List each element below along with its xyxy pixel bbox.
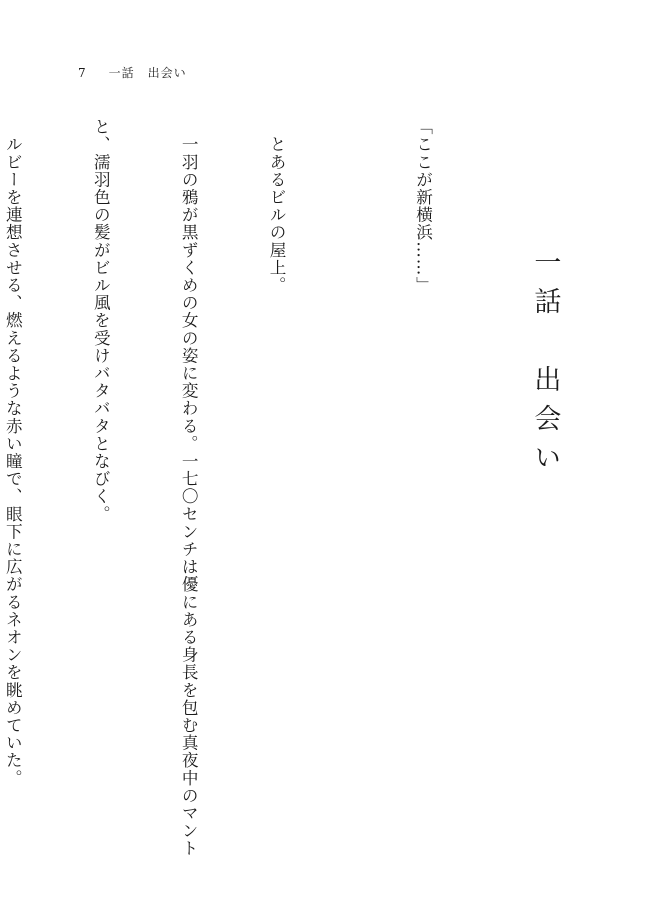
chapter-title: 一話 出会い (529, 248, 561, 482)
vertical-body-text (3, 118, 618, 858)
text-line: とあるビルの屋上。 (267, 118, 287, 294)
running-header (78, 64, 187, 81)
text-line: 「ここが新横浜……」 (413, 118, 433, 294)
text-line: 一羽の鴉が黒ずくめの女の姿に変わる。一七〇センチは優にある身長を包む真夜中のマント (179, 118, 199, 858)
text-line: ルビーを連想させる、燃えるような赤い瞳で、眼下に広がるネオンを眺めていた。 (3, 118, 23, 787)
page-number: 7 (78, 66, 87, 80)
running-chapter-label: 一話 出会い (108, 66, 187, 80)
text-line: と、濡羽色の髪がビル風を受けバタバタとなびく。 (91, 118, 111, 523)
